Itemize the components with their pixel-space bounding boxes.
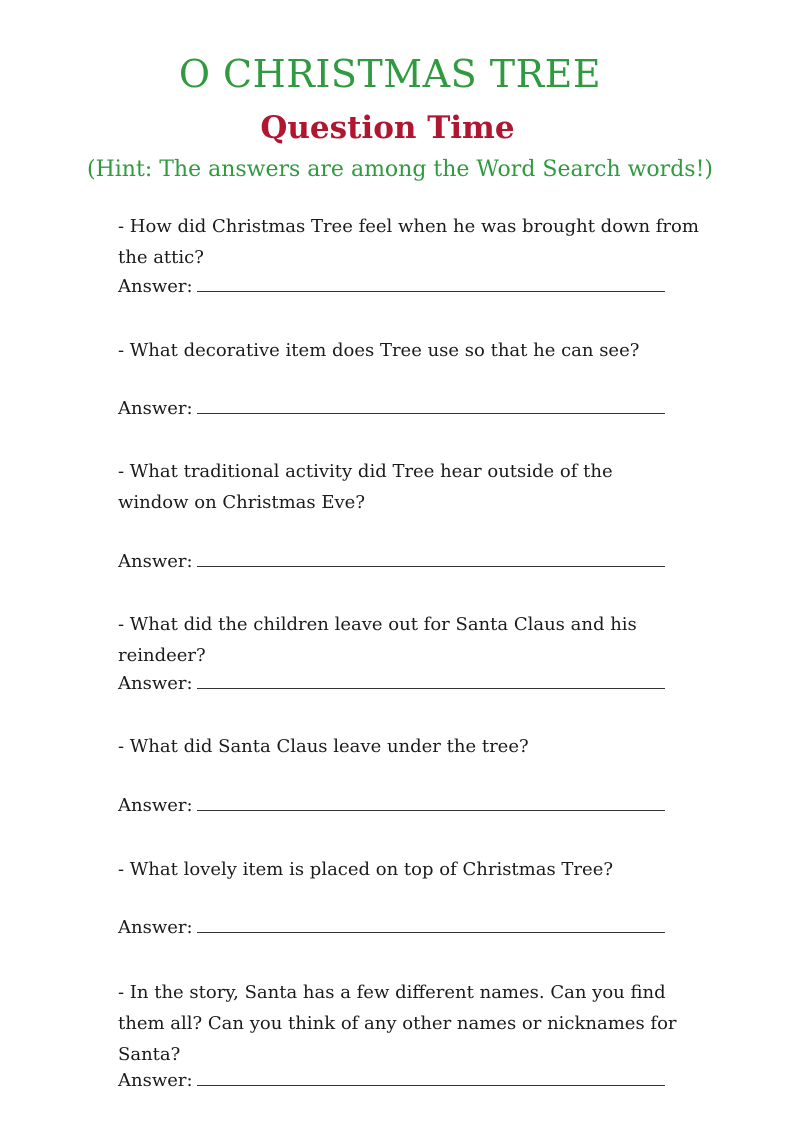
answer-blank-line[interactable] — [197, 931, 665, 933]
question-text: - What decorative item does Tree use so that he can see? — [118, 340, 640, 361]
answer-blank-line[interactable] — [197, 809, 665, 811]
answer-label: Answer: — [118, 795, 193, 816]
answer-label: Answer: — [118, 551, 193, 572]
question-item — [118, 731, 708, 762]
answer-row[interactable] — [118, 551, 665, 572]
question-text: - What traditional activity did Tree hear outside of the window on Christmas Eve? — [118, 461, 613, 513]
page-title: O CHRISTMAS TREE — [178, 52, 602, 96]
answer-row[interactable] — [118, 673, 665, 694]
answer-row[interactable] — [118, 917, 665, 938]
answer-row[interactable] — [118, 1070, 665, 1091]
answer-blank-line[interactable] — [197, 565, 665, 567]
question-item — [118, 977, 678, 1070]
page-subtitle: Question Time — [260, 110, 515, 146]
question-text: - How did Christmas Tree feel when he was brought down from the attic? — [118, 216, 699, 268]
question-text: - In the story, Santa has a few different names. Can you find them all? Can you think of any other names or nicknames for Santa? — [118, 982, 677, 1065]
question-item — [118, 335, 708, 366]
answer-label: Answer: — [118, 673, 193, 694]
hint-text: (Hint: The answers are among the Word Search words!) — [87, 157, 713, 182]
question-item — [118, 854, 708, 885]
answer-blank-line[interactable] — [197, 412, 665, 414]
answer-row[interactable] — [118, 276, 665, 297]
question-text: - What did Santa Claus leave under the tree? — [118, 736, 529, 757]
answer-blank-line[interactable] — [197, 290, 665, 292]
answer-label: Answer: — [118, 276, 193, 297]
question-item — [118, 609, 708, 671]
answer-blank-line[interactable] — [197, 687, 665, 689]
question-text: - What did the children leave out for Santa Claus and his reindeer? — [118, 614, 637, 666]
answer-label: Answer: — [118, 1070, 193, 1091]
answer-blank-line[interactable] — [197, 1084, 665, 1086]
question-text: - What lovely item is placed on top of Christmas Tree? — [118, 859, 613, 880]
question-item — [118, 211, 708, 273]
answer-label: Answer: — [118, 398, 193, 419]
answer-row[interactable] — [118, 795, 665, 816]
answer-label: Answer: — [118, 917, 193, 938]
answer-row[interactable] — [118, 398, 665, 419]
question-item — [118, 456, 658, 518]
